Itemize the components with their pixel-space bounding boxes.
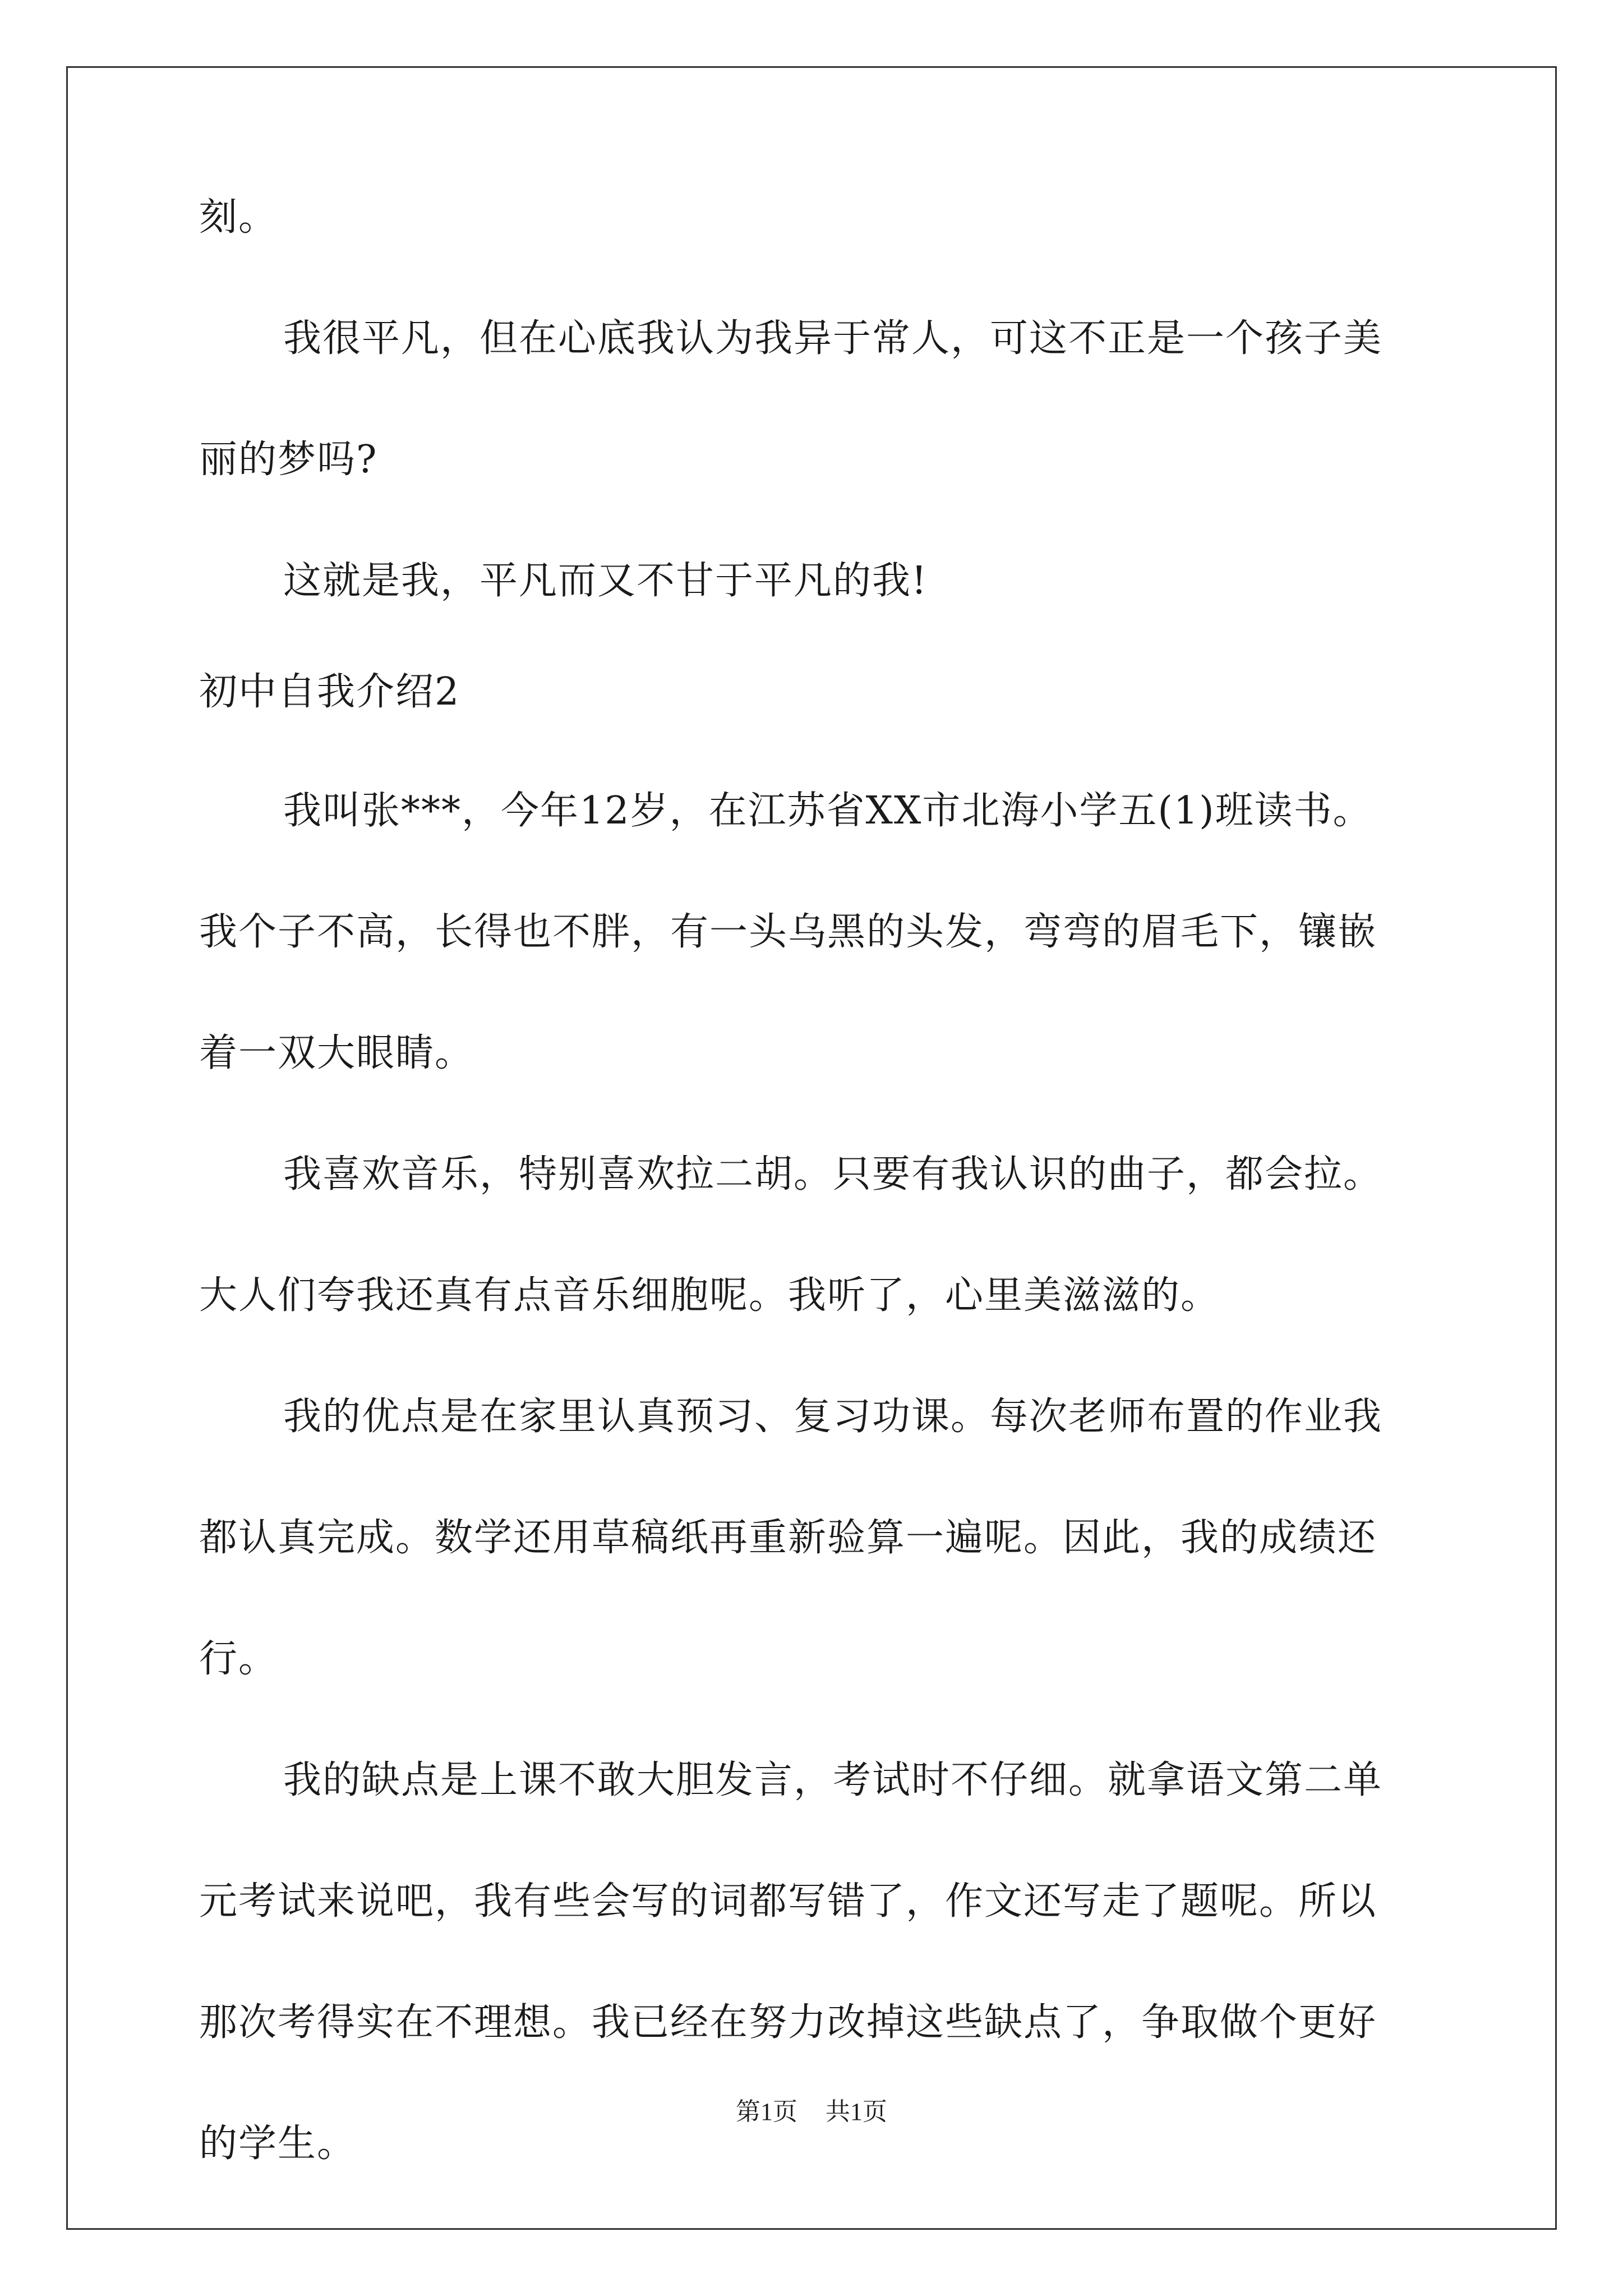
paragraph-start-line: 这就是我，平凡而又不甘于平凡的我! <box>283 559 928 603</box>
text-line: 大人们夸我还真有点音乐细胞呢。我听了，心里美滋滋的。 <box>199 1273 1220 1318</box>
text-line: 都认真完成。数学还用草稿纸再重新验算一遍呢。因此，我的成绩还 <box>199 1516 1377 1560</box>
text-line: 着一双大眼睛。 <box>199 1031 474 1075</box>
paragraph-start-line: 我很平凡，但在心底我认为我异于常人，可这不正是一个孩子美 <box>283 316 1383 361</box>
paragraph-start-line: 我的优点是在家里认真预习、复习功课。每次老师布置的作业我 <box>283 1395 1383 1439</box>
page-number: 第1页 <box>736 2098 797 2125</box>
text-line: 刻。 <box>199 195 278 240</box>
text-line: 我个子不高，长得也不胖，有一头乌黑的头发，弯弯的眉毛下，镶嵌 <box>199 910 1377 954</box>
page-footer <box>0 2095 1623 2129</box>
page-total: 共1页 <box>826 2098 887 2125</box>
paragraph-start-line: 我叫张***，今年12岁，在江苏省XX市北海小学五(1)班读书。 <box>283 789 1372 833</box>
text-line: 那次考得实在不理想。我已经在努力改掉这些缺点了，争取做个更好 <box>199 2000 1377 2045</box>
paragraph-start-line: 我喜欢音乐，特别喜欢拉二胡。只要有我认识的曲子，都会拉。 <box>283 1152 1383 1197</box>
section-heading: 初中自我介绍2 <box>199 670 460 714</box>
text-line: 元考试来说吧，我有些会写的词都写错了，作文还写走了题呢。所以 <box>199 1879 1377 1924</box>
text-line: 行。 <box>199 1637 278 1681</box>
text-line: 的学生。 <box>199 2122 357 2166</box>
paragraph-start-line: 我的缺点是上课不敢大胆发言，考试时不仔细。就拿语文第二单 <box>283 1758 1383 1802</box>
text-line: 丽的梦吗? <box>199 438 378 482</box>
